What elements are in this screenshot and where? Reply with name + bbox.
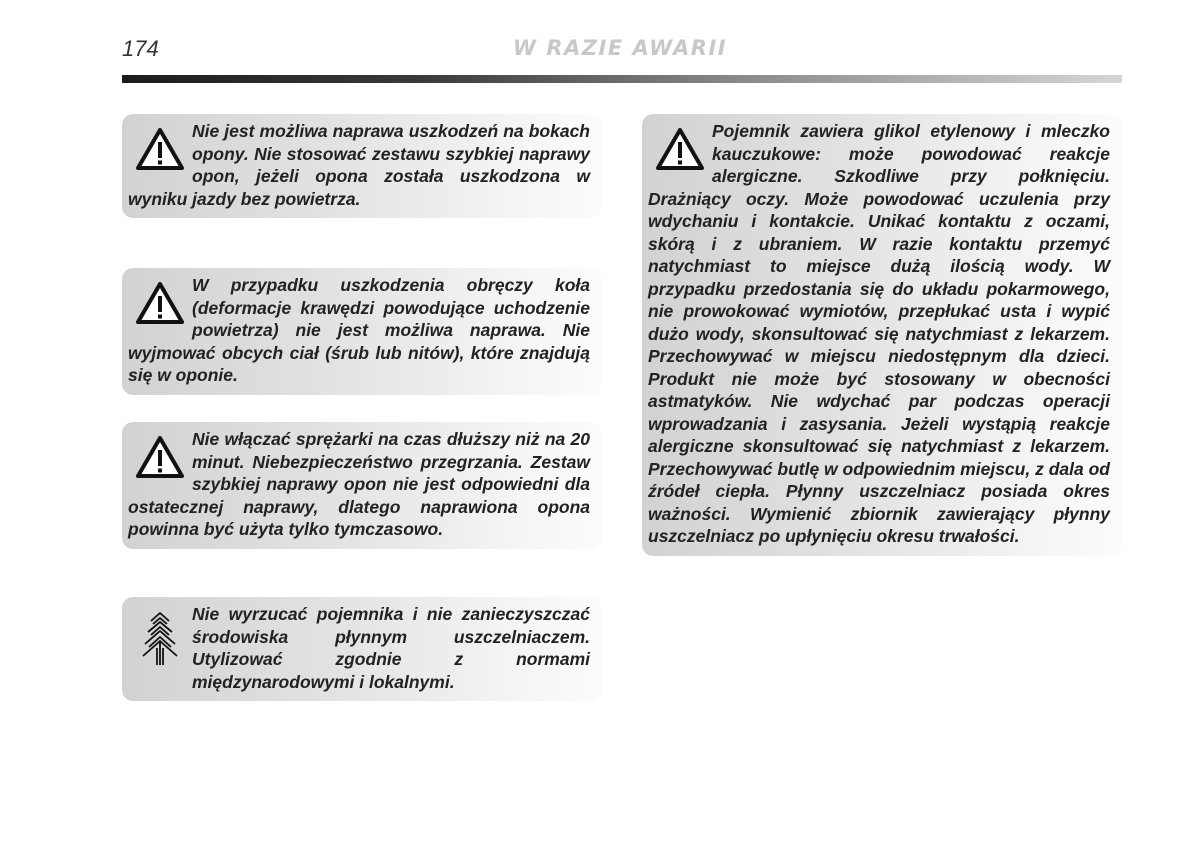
page-number: 174 bbox=[122, 36, 159, 61]
warning-box-compressor bbox=[122, 422, 602, 549]
environment-box bbox=[122, 597, 602, 701]
environment-tree-icon bbox=[128, 605, 192, 671]
warning-triangle-icon bbox=[128, 431, 192, 483]
warning-triangle-icon bbox=[648, 123, 712, 175]
warning-triangle-icon bbox=[128, 123, 192, 175]
warning-box-sidewall bbox=[122, 114, 602, 218]
header-rule bbox=[122, 75, 1122, 83]
warning-text: Nie włączać sprężarki na czas dłuższy niż na 20 minut. Niebezpieczeństwo przegrzania. Zestaw szybkiej naprawy opon nie jest odpowiedni dla ostatecznej naprawy, dlatego naprawiona opona powinna być użyta tylko tymczasowo. bbox=[128, 429, 590, 539]
warning-box-rim bbox=[122, 268, 602, 395]
section-title: W RAZIE AWARII bbox=[512, 36, 728, 60]
environment-text: Nie wyrzucać pojemnika i nie zanieczyszczać środowiska płynnym uszczelniaczem. Utylizować zgodnie z normami międzynarodowymi i lokalnymi. bbox=[192, 604, 590, 692]
warning-text: Nie jest możliwa naprawa uszkodzeń na bokach opony. Nie stosować zestawu szybkiej naprawy opon, jeżeli opona została uszkodzona w wyniku jazdy bez powietrza. bbox=[128, 121, 590, 209]
warning-triangle-icon bbox=[128, 277, 192, 329]
warning-text: W przypadku uszkodzenia obręczy koła (deformacje krawędzi powodujące uchodzenie powietrza) nie jest możliwa naprawa. Nie wyjmować obcych ciał (śrub lub nitów), które znajdują się w oponie. bbox=[128, 275, 590, 385]
warning-text: Pojemnik zawiera glikol etylenowy i mleczko kauczukowe: może powodować reakcje alergiczne. Szkodliwe przy połknięciu. Drażniący oczy. Może powodować uczulenia przy wdychaniu i kontakcie. Unikać kontaktu z oczami, skórą i z ubraniem. W razie kontaktu przemyć natychmiast to miejsce dużą ilością wody. W przypadku przedostania się do układu pokarmowego, nie prowokować wymiotów, przepłukać usta i wypić dużo wody, skonsultować się natychmiast z lekarzem. Przechowywać w miejscu niedostępnym dla dzieci. Produkt nie może być stosowany w obecności astmatyków. Nie wdychać par podczas operacji wprowadzania i zasysania. Jeżeli wystąpią reakcje alergiczne skonsultować się natychmiast z lekarzem. Przechowywać butlę w odpowiednim miejscu, z dala od źródeł ciepła. Płynny uszczelniacz posiada okres ważności. Wymienić zbiornik zawierający płynny uszczelniacz po upłynięciu okresu trwałości. bbox=[648, 121, 1110, 546]
warning-box-sealant-container bbox=[642, 114, 1122, 556]
